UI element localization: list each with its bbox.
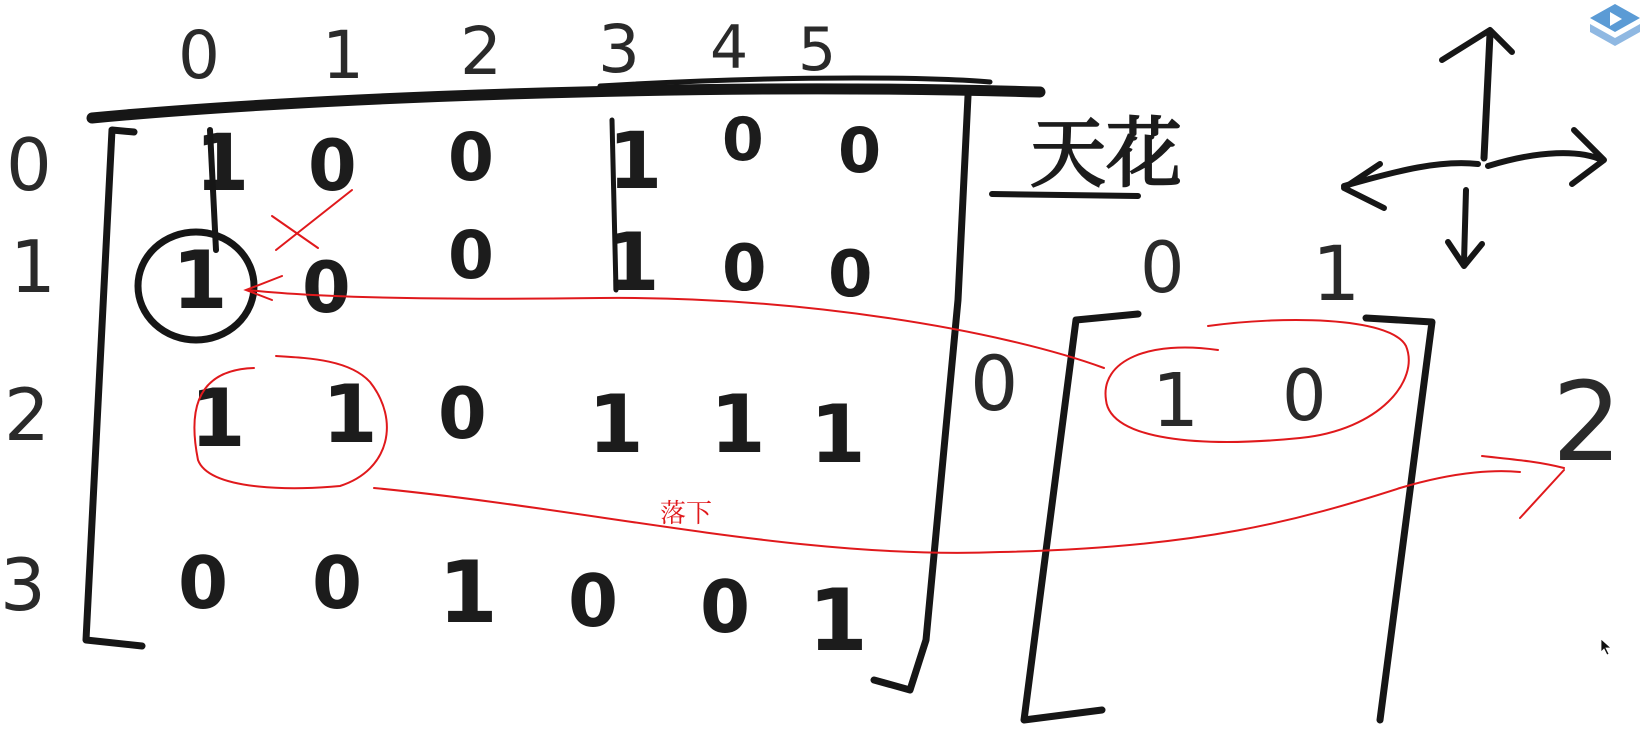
column-index: 4 xyxy=(710,13,749,83)
fall-annotation: 落下 xyxy=(660,499,713,529)
matrix-right-bracket xyxy=(874,96,968,690)
grid-cell: 1 xyxy=(172,234,228,327)
grid-row xyxy=(178,541,868,671)
grid-cell: 1 xyxy=(588,378,644,471)
grid-cell: 0 xyxy=(438,373,487,455)
grid-cell: 1 xyxy=(710,378,766,471)
grid-cell: 0 xyxy=(700,565,751,649)
grid-cell: 1 xyxy=(438,543,498,643)
row-index: 0 xyxy=(6,123,52,207)
grid-cell: 0 xyxy=(568,559,619,643)
ceiling-label: 天花 xyxy=(1030,109,1182,198)
small-matrix-column-index: 0 xyxy=(1140,227,1185,309)
small-matrix-row-index: 0 xyxy=(970,339,1019,428)
grid-cell: 1 xyxy=(810,388,866,481)
grid-cell: 0 xyxy=(312,541,363,625)
grid-cell: 1 xyxy=(195,119,250,209)
row-index: 2 xyxy=(4,373,50,457)
small-matrix-cell: 0 xyxy=(1282,355,1327,437)
column-index: 1 xyxy=(322,17,364,94)
grid-cell: 0 xyxy=(828,238,873,312)
result-value: 2 xyxy=(1552,358,1622,486)
mouse-cursor-icon xyxy=(1600,638,1614,656)
play-badge-icon[interactable] xyxy=(1588,2,1642,52)
fall-arrow-head xyxy=(1520,470,1564,518)
small-matrix xyxy=(970,227,1432,720)
small-matrix-column-index: 1 xyxy=(1312,229,1361,318)
column-index: 5 xyxy=(798,15,837,85)
grid-cell: 1 xyxy=(322,368,378,461)
row-index: 1 xyxy=(10,225,56,309)
grid-cell: 1 xyxy=(604,216,660,309)
grid-cell: 0 xyxy=(448,119,494,196)
ceiling-label-underline xyxy=(992,194,1138,196)
grid-row xyxy=(172,216,873,329)
matrix-left-bracket xyxy=(86,130,142,646)
small-matrix-left-bracket xyxy=(1024,314,1138,720)
grid-row xyxy=(190,368,866,481)
four-way-arrow-icon xyxy=(1344,30,1604,266)
grid-cell: 0 xyxy=(308,125,357,207)
grid-cell: 0 xyxy=(838,114,882,187)
small-matrix-right-bracket xyxy=(1366,318,1432,720)
row-index: 3 xyxy=(0,543,46,627)
grid-cell: 0 xyxy=(722,232,767,306)
grid-cell: 1 xyxy=(190,372,246,465)
column-index: 2 xyxy=(460,13,502,90)
grid-cell: 0 xyxy=(448,217,494,294)
ceiling-line xyxy=(92,89,1040,118)
fall-arrow xyxy=(374,471,1520,553)
column-index: 0 xyxy=(178,17,220,94)
grid-cell: 0 xyxy=(302,247,351,329)
grid-cell: 1 xyxy=(608,117,663,207)
grid-cell: 1 xyxy=(808,571,868,671)
column-index: 3 xyxy=(598,11,640,88)
small-matrix-cell: 1 xyxy=(1152,358,1200,444)
grid-cell: 0 xyxy=(722,105,764,175)
cross-mark xyxy=(272,216,318,248)
row-indices xyxy=(0,123,56,627)
loop-small-matrix xyxy=(1106,320,1409,442)
grid-row xyxy=(195,105,881,209)
grid-cell: 0 xyxy=(178,541,229,625)
